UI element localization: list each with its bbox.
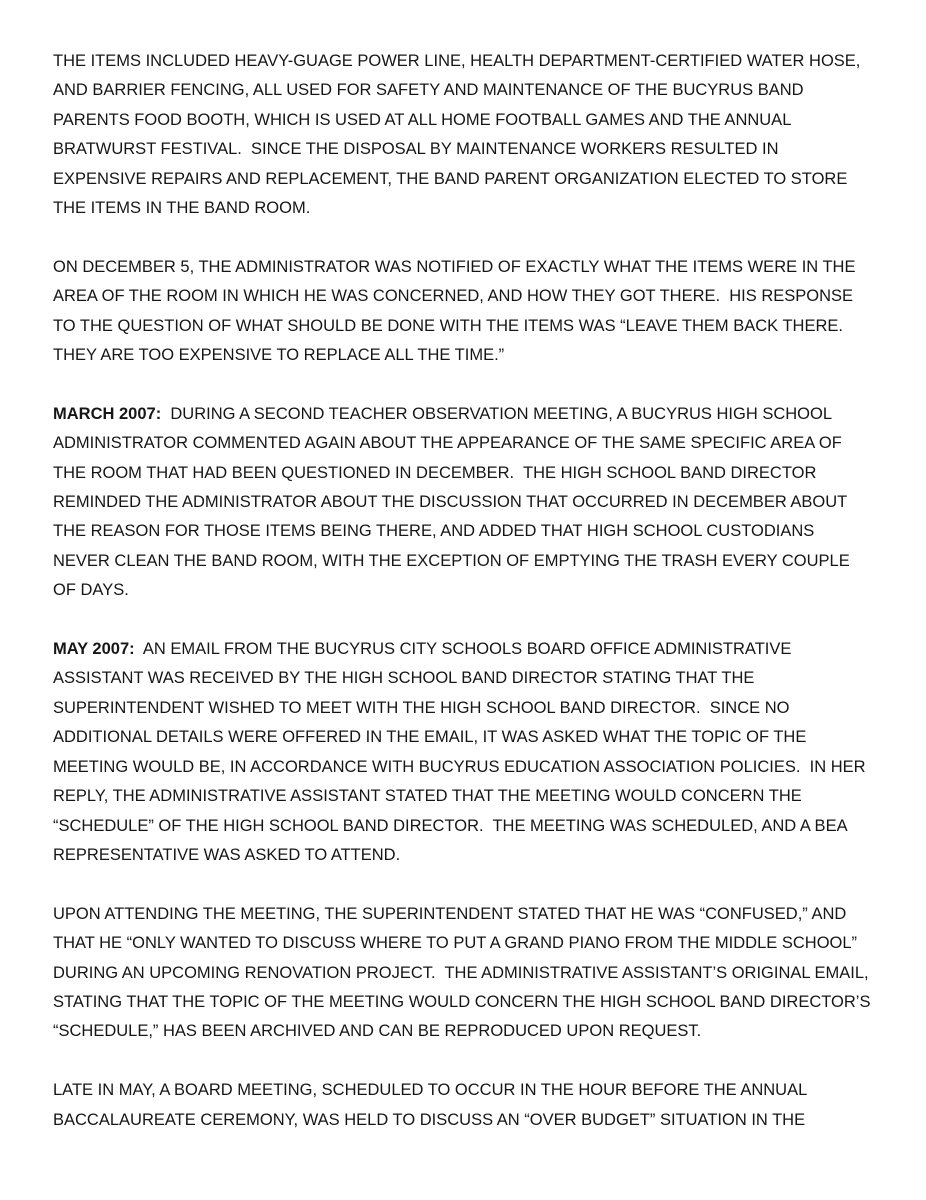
paragraph-text: THE ITEMS INCLUDED HEAVY-GUAGE POWER LINE, HEALTH DEPARTMENT-CERTIFIED WATER HOSE, AND BARRIER FENCING, ALL USED FOR SAFETY AND MAINTENANCE OF THE BUCYRUS BAND PARENTS FOOD BOOTH, WHICH IS USED AT ALL HOME FOOTBALL GAMES AND THE ANNUAL BRATWURST FESTIVAL. SINCE THE DISPOSAL BY MAINTENANCE WORKERS RESULTED IN EXPENSIVE REPAIRS AND REPLACEMENT, THE BAND PARENT ORGANIZATION ELECTED TO STORE THE ITEMS IN THE BAND ROOM. [53, 52, 865, 218]
paragraph [53, 400, 873, 606]
paragraph [53, 253, 873, 371]
paragraph-text: DURING A SECOND TEACHER OBSERVATION MEETING, A BUCYRUS HIGH SCHOOL ADMINISTRATOR COMMENTED AGAIN ABOUT THE APPEARANCE OF THE SAME SPECIFIC AREA OF THE ROOM THAT HAD BEEN QUESTIONED IN DECEMBER. THE HIGH SCHOOL BAND DIRECTOR REMINDED THE ADMINISTRATOR ABOUT THE DISCUSSION THAT OCCURRED IN DECEMBER ABOUT THE REASON FOR THOSE ITEMS BEING THERE, AND ADDED THAT HIGH SCHOOL CUSTODIANS NEVER CLEAN THE BAND ROOM, WITH THE EXCEPTION OF EMPTYING THE TRASH EVERY COUPLE OF DAYS. [53, 404, 855, 600]
paragraph-date-lead: MAY 2007: [53, 640, 135, 659]
paragraph [53, 900, 876, 1047]
document-page [53, 47, 876, 1135]
paragraph-text: AN EMAIL FROM THE BUCYRUS CITY SCHOOLS BOARD OFFICE ADMINISTRATIVE ASSISTANT WAS RECEIVED BY THE HIGH SCHOOL BAND DIRECTOR STATING THAT THE SUPERINTENDENT WISHED TO MEET WITH THE HIGH SCHOOL BAND DIRECTOR. SINCE NO ADDITIONAL DETAILS WERE OFFERED IN THE EMAIL, IT WAS ASKED WHAT THE TOPIC OF THE MEETING WOULD BE, IN ACCORDANCE WITH BUCYRUS EDUCATION ASSOCIATION POLICIES. IN HER REPLY, THE ADMINISTRATIVE ASSISTANT STATED THAT THE MEETING WOULD CONCERN THE “SCHEDULE” OF THE HIGH SCHOOL BAND DIRECTOR. THE MEETING WAS SCHEDULED, AND A BEA REPRESENTATIVE WAS ASKED TO ATTEND. [53, 640, 871, 864]
paragraph [53, 1076, 873, 1135]
paragraph [53, 635, 873, 870]
paragraph-text: LATE IN MAY, A BOARD MEETING, SCHEDULED TO OCCUR IN THE HOUR BEFORE THE ANNUAL BACCALAUREATE CEREMONY, WAS HELD TO DISCUSS AN “OVER BUDGET” SITUATION IN THE [53, 1081, 812, 1129]
paragraph [53, 47, 873, 223]
paragraph-text: UPON ATTENDING THE MEETING, THE SUPERINTENDENT STATED THAT HE WAS “CONFUSED,” AND THAT HE “ONLY WANTED TO DISCUSS WHERE TO PUT A GRAND PIANO FROM THE MIDDLE SCHOOL” DURING AN UPCOMING RENOVATION PROJECT. THE ADMINISTRATIVE ASSISTANT’S ORIGINAL EMAIL, STATING THAT THE TOPIC OF THE MEETING WOULD CONCERN THE HIGH SCHOOL BAND DIRECTOR’S “SCHEDULE,” HAS BEEN ARCHIVED AND CAN BE REPRODUCED UPON REQUEST. [53, 904, 876, 1041]
paragraph-text: ON DECEMBER 5, THE ADMINISTRATOR WAS NOTIFIED OF EXACTLY WHAT THE ITEMS WERE IN THE AREA OF THE ROOM IN WHICH HE WAS CONCERNED, AND HOW THEY GOT THERE. HIS RESPONSE TO THE QUESTION OF WHAT SHOULD BE DONE WITH THE ITEMS WAS “LEAVE THEM BACK THERE. THEY ARE TOO EXPENSIVE TO REPLACE ALL THE TIME.” [53, 257, 860, 365]
paragraph-date-lead: MARCH 2007: [53, 404, 162, 423]
